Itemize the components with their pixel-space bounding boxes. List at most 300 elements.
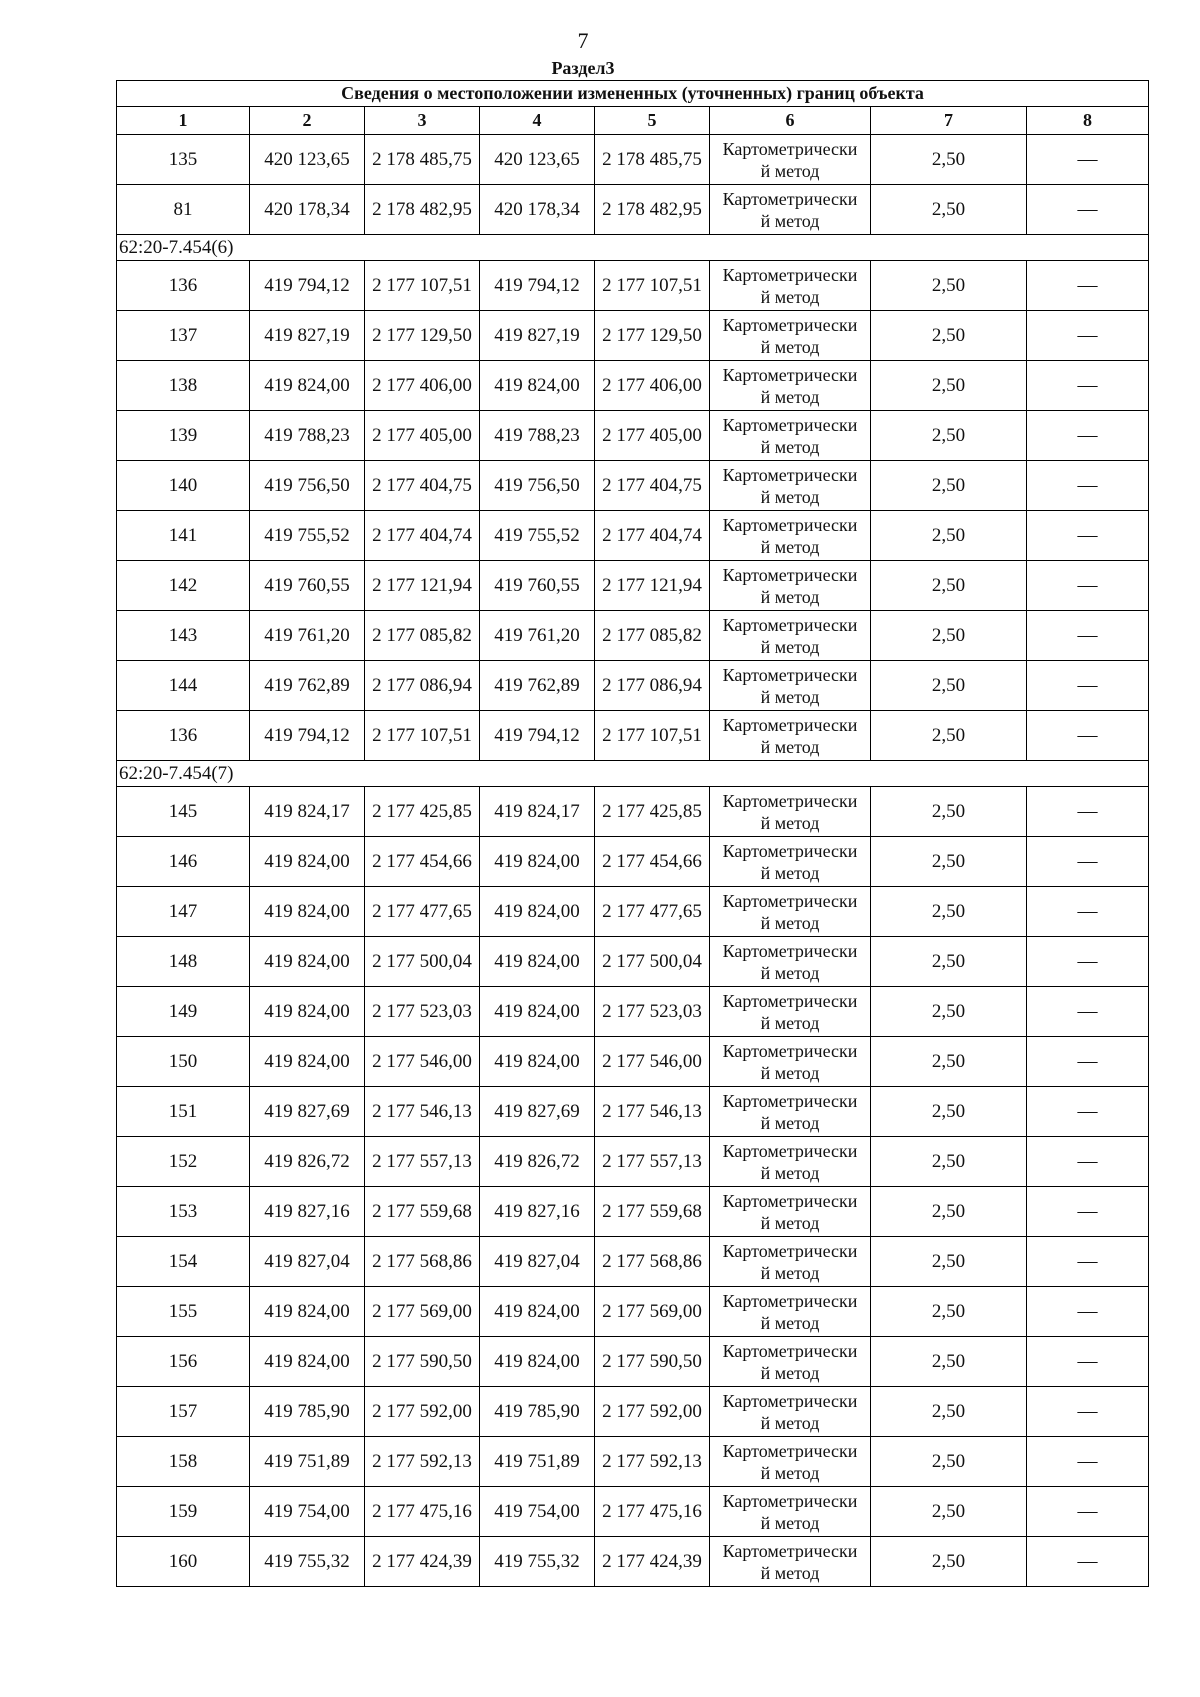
point-number-cell: 136 [117,711,250,761]
method-text-line: Картометрически [722,1040,858,1061]
method-cell [710,611,871,661]
method-cell [710,1037,871,1087]
accuracy-cell: 2,50 [871,1487,1027,1537]
method-text-line: й метод [760,1412,820,1433]
y-old-cell: 2 177 107,51 [365,261,480,311]
parcel-group-label: 62:20-7.454(7) [117,761,1149,787]
x-old-cell: 419 827,69 [250,1087,365,1137]
method-cell [710,1137,871,1187]
description-cell: — [1027,411,1149,461]
parcel-group-row [117,235,1149,261]
method-text-line: Картометрически [722,188,858,209]
point-number-cell: 138 [117,361,250,411]
accuracy-cell: 2,50 [871,1137,1027,1187]
point-number-cell: 136 [117,261,250,311]
accuracy-cell: 2,50 [871,787,1027,837]
x-new-cell: 419 824,00 [480,837,595,887]
y-new-cell: 2 177 523,03 [595,987,710,1037]
table-caption: Сведения о местоположении измененных (уточненных) границ объекта [117,81,1149,107]
point-number-cell: 149 [117,987,250,1037]
y-new-cell: 2 177 546,00 [595,1037,710,1087]
y-old-cell: 2 177 568,86 [365,1237,480,1287]
y-new-cell: 2 177 569,00 [595,1287,710,1337]
method-text-line: й метод [760,486,820,507]
description-cell: — [1027,837,1149,887]
y-old-cell: 2 178 485,75 [365,135,480,185]
accuracy-cell: 2,50 [871,937,1027,987]
method-text-line: Картометрически [722,840,858,861]
x-new-cell: 419 827,19 [480,311,595,361]
x-new-cell: 420 123,65 [480,135,595,185]
y-old-cell: 2 177 569,00 [365,1287,480,1337]
column-header: 8 [1027,107,1149,135]
point-number-cell: 157 [117,1387,250,1437]
table-row [117,135,1149,185]
method-cell [710,311,871,361]
method-text-line: Картометрически [722,714,858,735]
accuracy-cell: 2,50 [871,1337,1027,1387]
column-header: 5 [595,107,710,135]
description-cell: — [1027,787,1149,837]
x-new-cell: 419 824,00 [480,937,595,987]
method-text-line: й метод [760,1362,820,1383]
accuracy-cell: 2,50 [871,987,1027,1037]
x-new-cell: 419 751,89 [480,1437,595,1487]
point-number-cell: 144 [117,661,250,711]
y-new-cell: 2 177 590,50 [595,1337,710,1387]
method-text-line: й метод [760,862,820,883]
boundary-coordinates-table [116,80,1149,1587]
table-row [117,1137,1149,1187]
method-text-line: Картометрически [722,1190,858,1211]
x-new-cell: 419 827,04 [480,1237,595,1287]
point-number-cell: 148 [117,937,250,987]
y-new-cell: 2 177 568,86 [595,1237,710,1287]
point-number-cell: 152 [117,1137,250,1187]
parcel-group-row [117,761,1149,787]
method-text-line: Картометрически [722,464,858,485]
method-text-line: Картометрически [722,940,858,961]
method-cell [710,1187,871,1237]
method-cell [710,1337,871,1387]
accuracy-cell: 2,50 [871,1437,1027,1487]
x-new-cell: 419 788,23 [480,411,595,461]
description-cell: — [1027,1387,1149,1437]
x-new-cell: 419 824,17 [480,787,595,837]
x-old-cell: 419 826,72 [250,1137,365,1187]
table-row [117,461,1149,511]
x-new-cell: 419 824,00 [480,1337,595,1387]
table-row [117,1087,1149,1137]
point-number-cell: 146 [117,837,250,887]
method-text-line: Картометрически [722,664,858,685]
description-cell: — [1027,987,1149,1037]
description-cell: — [1027,361,1149,411]
accuracy-cell: 2,50 [871,661,1027,711]
method-text-line: Картометрически [722,1390,858,1411]
y-old-cell: 2 177 592,13 [365,1437,480,1487]
method-text-line: Картометрически [722,790,858,811]
x-old-cell: 419 762,89 [250,661,365,711]
y-new-cell: 2 177 454,66 [595,837,710,887]
x-old-cell: 419 827,04 [250,1237,365,1287]
description-cell: — [1027,1537,1149,1587]
description-cell: — [1027,711,1149,761]
x-new-cell: 419 827,69 [480,1087,595,1137]
x-new-cell: 420 178,34 [480,185,595,235]
accuracy-cell: 2,50 [871,261,1027,311]
x-old-cell: 419 827,16 [250,1187,365,1237]
method-cell [710,261,871,311]
table-row [117,987,1149,1037]
method-cell [710,937,871,987]
point-number-cell: 158 [117,1437,250,1487]
method-cell [710,1387,871,1437]
point-number-cell: 143 [117,611,250,661]
y-new-cell: 2 177 406,00 [595,361,710,411]
method-text-line: й метод [760,1112,820,1133]
point-number-cell: 139 [117,411,250,461]
accuracy-cell: 2,50 [871,311,1027,361]
method-text-line: й метод [760,1462,820,1483]
method-text-line: й метод [760,436,820,457]
x-new-cell: 419 826,72 [480,1137,595,1187]
description-cell: — [1027,1287,1149,1337]
y-old-cell: 2 177 425,85 [365,787,480,837]
table-row [117,185,1149,235]
description-cell: — [1027,1437,1149,1487]
method-text-line: й метод [760,1162,820,1183]
method-cell [710,561,871,611]
accuracy-cell: 2,50 [871,1037,1027,1087]
method-cell [710,837,871,887]
method-cell [710,135,871,185]
y-new-cell: 2 177 085,82 [595,611,710,661]
method-text-line: Картометрически [722,1140,858,1161]
y-new-cell: 2 177 500,04 [595,937,710,987]
description-cell: — [1027,261,1149,311]
method-text-line: й метод [760,962,820,983]
table-row [117,311,1149,361]
column-header: 3 [365,107,480,135]
method-text-line: Картометрически [722,614,858,635]
y-new-cell: 2 177 559,68 [595,1187,710,1237]
method-text-line: й метод [760,912,820,933]
method-cell [710,1537,871,1587]
y-old-cell: 2 177 086,94 [365,661,480,711]
method-cell [710,787,871,837]
x-old-cell: 419 824,00 [250,987,365,1037]
x-old-cell: 419 824,17 [250,787,365,837]
x-old-cell: 420 178,34 [250,185,365,235]
description-cell: — [1027,1137,1149,1187]
x-old-cell: 419 794,12 [250,711,365,761]
table-body [117,135,1149,1587]
x-new-cell: 419 824,00 [480,1287,595,1337]
method-text-line: й метод [760,1262,820,1283]
x-old-cell: 419 824,00 [250,1287,365,1337]
point-number-cell: 160 [117,1537,250,1587]
description-cell: — [1027,1187,1149,1237]
point-number-cell: 145 [117,787,250,837]
y-old-cell: 2 177 500,04 [365,937,480,987]
y-old-cell: 2 177 406,00 [365,361,480,411]
x-old-cell: 419 824,00 [250,361,365,411]
method-cell [710,185,871,235]
table-row [117,711,1149,761]
description-cell: — [1027,1087,1149,1137]
column-header: 7 [871,107,1027,135]
point-number-cell: 137 [117,311,250,361]
x-old-cell: 419 824,00 [250,837,365,887]
point-number-cell: 140 [117,461,250,511]
y-new-cell: 2 177 592,00 [595,1387,710,1437]
y-new-cell: 2 177 107,51 [595,261,710,311]
description-cell: — [1027,1237,1149,1287]
x-old-cell: 419 755,52 [250,511,365,561]
x-new-cell: 419 824,00 [480,361,595,411]
method-text-line: й метод [760,1212,820,1233]
point-number-cell: 153 [117,1187,250,1237]
table-row [117,1287,1149,1337]
method-text-line: й метод [760,160,820,181]
y-new-cell: 2 177 425,85 [595,787,710,837]
method-text-line: й метод [760,636,820,657]
accuracy-cell: 2,50 [871,1387,1027,1437]
point-number-cell: 156 [117,1337,250,1387]
accuracy-cell: 2,50 [871,1187,1027,1237]
y-old-cell: 2 177 121,94 [365,561,480,611]
method-text-line: Картометрически [722,1290,858,1311]
x-old-cell: 419 756,50 [250,461,365,511]
x-old-cell: 419 754,00 [250,1487,365,1537]
x-new-cell: 419 827,16 [480,1187,595,1237]
y-new-cell: 2 177 546,13 [595,1087,710,1137]
description-cell: — [1027,135,1149,185]
y-old-cell: 2 177 404,74 [365,511,480,561]
x-old-cell: 419 794,12 [250,261,365,311]
method-cell [710,1087,871,1137]
accuracy-cell: 2,50 [871,511,1027,561]
y-new-cell: 2 178 482,95 [595,185,710,235]
point-number-cell: 81 [117,185,250,235]
x-old-cell: 419 824,00 [250,1037,365,1087]
y-old-cell: 2 177 107,51 [365,711,480,761]
point-number-cell: 159 [117,1487,250,1537]
x-old-cell: 419 751,89 [250,1437,365,1487]
x-new-cell: 419 824,00 [480,887,595,937]
x-old-cell: 419 755,32 [250,1537,365,1587]
point-number-cell: 141 [117,511,250,561]
table-row [117,837,1149,887]
method-text-line: Картометрически [722,264,858,285]
accuracy-cell: 2,50 [871,135,1027,185]
page-number: 7 [577,28,589,53]
table-row [117,511,1149,561]
method-cell [710,511,871,561]
description-cell: — [1027,185,1149,235]
accuracy-cell: 2,50 [871,837,1027,887]
x-new-cell: 419 762,89 [480,661,595,711]
y-old-cell: 2 177 404,75 [365,461,480,511]
description-cell: — [1027,311,1149,361]
accuracy-cell: 2,50 [871,1087,1027,1137]
method-text-line: й метод [760,1512,820,1533]
method-text-line: Картометрически [722,1240,858,1261]
description-cell: — [1027,561,1149,611]
column-header: 6 [710,107,871,135]
parcel-group-label: 62:20-7.454(6) [117,235,1149,261]
table-row [117,1037,1149,1087]
y-new-cell: 2 177 107,51 [595,711,710,761]
y-old-cell: 2 177 475,16 [365,1487,480,1537]
table-row [117,1487,1149,1537]
method-cell [710,1487,871,1537]
method-text-line: й метод [760,210,820,231]
point-number-cell: 135 [117,135,250,185]
method-cell [710,1437,871,1487]
y-old-cell: 2 178 482,95 [365,185,480,235]
description-cell: — [1027,937,1149,987]
method-text-line: й метод [760,1012,820,1033]
description-cell: — [1027,887,1149,937]
column-header: 1 [117,107,250,135]
description-cell: — [1027,1037,1149,1087]
x-old-cell: 419 824,00 [250,1337,365,1387]
method-cell [710,711,871,761]
y-old-cell: 2 177 477,65 [365,887,480,937]
description-cell: — [1027,661,1149,711]
point-number-cell: 150 [117,1037,250,1087]
method-cell [710,1287,871,1337]
y-new-cell: 2 177 477,65 [595,887,710,937]
method-text-line: й метод [760,586,820,607]
accuracy-cell: 2,50 [871,1237,1027,1287]
x-old-cell: 419 824,00 [250,937,365,987]
table-row [117,787,1149,837]
y-new-cell: 2 177 557,13 [595,1137,710,1187]
y-old-cell: 2 177 559,68 [365,1187,480,1237]
column-header: 2 [250,107,365,135]
x-new-cell: 419 794,12 [480,261,595,311]
method-text-line: й метод [760,736,820,757]
x-new-cell: 419 794,12 [480,711,595,761]
x-new-cell: 419 761,20 [480,611,595,661]
method-text-line: й метод [760,286,820,307]
method-text-line: Картометрически [722,890,858,911]
y-new-cell: 2 177 121,94 [595,561,710,611]
section-title: Раздел3 [551,58,615,78]
method-text-line: Картометрически [722,414,858,435]
x-new-cell: 419 824,00 [480,1037,595,1087]
y-old-cell: 2 177 557,13 [365,1137,480,1187]
point-number-cell: 147 [117,887,250,937]
method-text-line: й метод [760,812,820,833]
y-new-cell: 2 177 475,16 [595,1487,710,1537]
x-old-cell: 419 824,00 [250,887,365,937]
y-old-cell: 2 177 590,50 [365,1337,480,1387]
description-cell: — [1027,461,1149,511]
table-row [117,611,1149,661]
method-text-line: й метод [760,536,820,557]
method-text-line: Картометрически [722,138,858,159]
y-old-cell: 2 177 085,82 [365,611,480,661]
method-text-line: Картометрически [722,990,858,1011]
y-old-cell: 2 177 546,13 [365,1087,480,1137]
method-cell [710,661,871,711]
point-number-cell: 154 [117,1237,250,1287]
table-row [117,361,1149,411]
y-old-cell: 2 177 592,00 [365,1387,480,1437]
x-old-cell: 419 760,55 [250,561,365,611]
x-new-cell: 419 760,55 [480,561,595,611]
x-old-cell: 419 788,23 [250,411,365,461]
method-text-line: й метод [760,1562,820,1583]
method-text-line: й метод [760,336,820,357]
method-text-line: Картометрически [722,564,858,585]
method-text-line: Картометрически [722,314,858,335]
point-number-cell: 155 [117,1287,250,1337]
y-new-cell: 2 177 129,50 [595,311,710,361]
y-new-cell: 2 178 485,75 [595,135,710,185]
accuracy-cell: 2,50 [871,561,1027,611]
point-number-cell: 151 [117,1087,250,1137]
table-row [117,937,1149,987]
accuracy-cell: 2,50 [871,361,1027,411]
x-new-cell: 419 824,00 [480,987,595,1037]
table-row [117,1387,1149,1437]
accuracy-cell: 2,50 [871,1537,1027,1587]
method-cell [710,1237,871,1287]
y-old-cell: 2 177 523,03 [365,987,480,1037]
y-old-cell: 2 177 424,39 [365,1537,480,1587]
method-cell [710,411,871,461]
accuracy-cell: 2,50 [871,411,1027,461]
x-new-cell: 419 785,90 [480,1387,595,1437]
y-new-cell: 2 177 405,00 [595,411,710,461]
x-old-cell: 420 123,65 [250,135,365,185]
y-new-cell: 2 177 086,94 [595,661,710,711]
table-row [117,661,1149,711]
method-text-line: Картометрически [722,1540,858,1561]
y-old-cell: 2 177 405,00 [365,411,480,461]
method-text-line: Картометрически [722,1440,858,1461]
point-number-cell: 142 [117,561,250,611]
accuracy-cell: 2,50 [871,461,1027,511]
method-text-line: Картометрически [722,1090,858,1111]
x-new-cell: 419 755,52 [480,511,595,561]
table-row [117,1337,1149,1387]
accuracy-cell: 2,50 [871,185,1027,235]
method-cell [710,887,871,937]
table-row [117,1237,1149,1287]
x-old-cell: 419 827,19 [250,311,365,361]
column-header: 4 [480,107,595,135]
description-cell: — [1027,611,1149,661]
method-text-line: Картометрически [722,1490,858,1511]
method-cell [710,361,871,411]
table-row [117,411,1149,461]
method-cell [710,987,871,1037]
accuracy-cell: 2,50 [871,1287,1027,1337]
y-old-cell: 2 177 129,50 [365,311,480,361]
method-text-line: й метод [760,1312,820,1333]
y-old-cell: 2 177 454,66 [365,837,480,887]
y-old-cell: 2 177 546,00 [365,1037,480,1087]
table-row [117,1437,1149,1487]
method-text-line: й метод [760,1062,820,1083]
description-cell: — [1027,1487,1149,1537]
